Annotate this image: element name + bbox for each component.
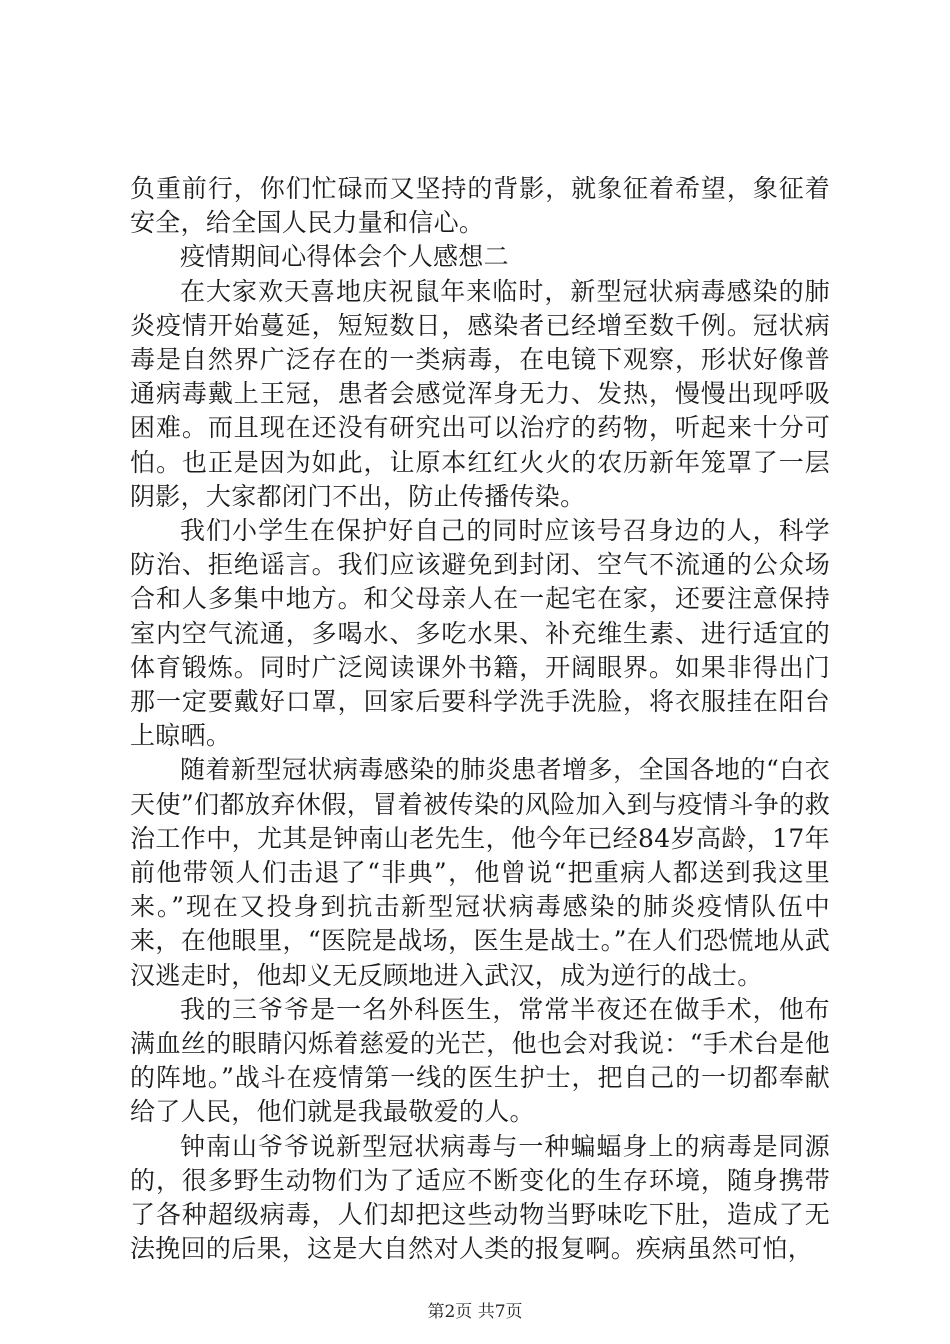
document-body (130, 172, 830, 1267)
paragraph-wildlife: 钟南山爷爷说新型冠状病毒与一种蝙蝠身上的病毒是同源的，很多野生动物们为了适应不断变化的生存环境，随身携带了各种超级病毒，人们却把这些动物当野味吃下肚，造成了无法挽回的后果，这是大自然对人类的报复啊。疾病虽然可怕， (130, 1131, 830, 1264)
section-heading: 疫情期间心得体会个人感想二 (180, 242, 509, 272)
paragraph-intro: 在大家欢天喜地庆祝鼠年来临时，新型冠状病毒感染的肺炎疫情开始蔓延，短短数日，感染者已经增至数千例。冠状病毒是自然界广泛存在的一类病毒，在电镜下观察，形状好像普通病毒戴上王冠，患者会感觉浑身无力、发热，慢慢出现呼吸困难。而且现在还没有研究出可以治疗的药物，听起来十分可怕。也正是因为如此，让原本红红火火的农历新年笼罩了一层阴影，大家都闭门不出，防止传播传染。 (130, 276, 830, 511)
paragraph-prevention: 我们小学生在保护好自己的同时应该号召身边的人，科学防治、拒绝谣言。我们应该避免到封闭、空气不流通的公众场合和人多集中地方。和父母亲人在一起宅在家，还要注意保持室内空气流通，多喝水、多吃水果、补充维生素、进行适宜的体育锻炼。同时广泛阅读课外书籍，开阔眼界。如果非得出门那一定要戴好口罩，回家后要科学洗手洗脸，将衣服挂在阳台上晾晒。 (130, 516, 830, 751)
paragraph-continuation: 负重前行，你们忙碌而又坚持的背影，就象征着希望，象征着安全，给全国人民力量和信心。 (130, 174, 830, 238)
paragraph-zhong-nanshan: 随着新型冠状病毒感染的肺炎患者增多，全国各地的“白衣天使”们都放弃休假，冒着被传染的风险加入到与疫情斗争的救治工作中，尤其是钟南山老先生，他今年已经84岁高龄，17年前他带领人们击退了“非典”，他曾说“把重病人都送到我这里来。”现在又投身到抗击新型冠状病毒感染的肺炎疫情队伍中来，在他眼里，“医院是战场，医生是战士。”在人们恐慌地从武汉逃走时，他却义无反顾地进入武汉，成为逆行的战士。 (130, 755, 830, 990)
page-number: 第2页 共7页 (427, 1302, 523, 1322)
paragraph-grandfather: 我的三爷爷是一名外科医生，常常半夜还在做手术，他布满血丝的眼睛闪烁着慈爱的光芒，他也会对我说：“手术台是他的阵地。”战斗在疫情第一线的医生护士，把自己的一切都奉献给了人民，他们就是我最敬爱的人。 (130, 994, 830, 1127)
